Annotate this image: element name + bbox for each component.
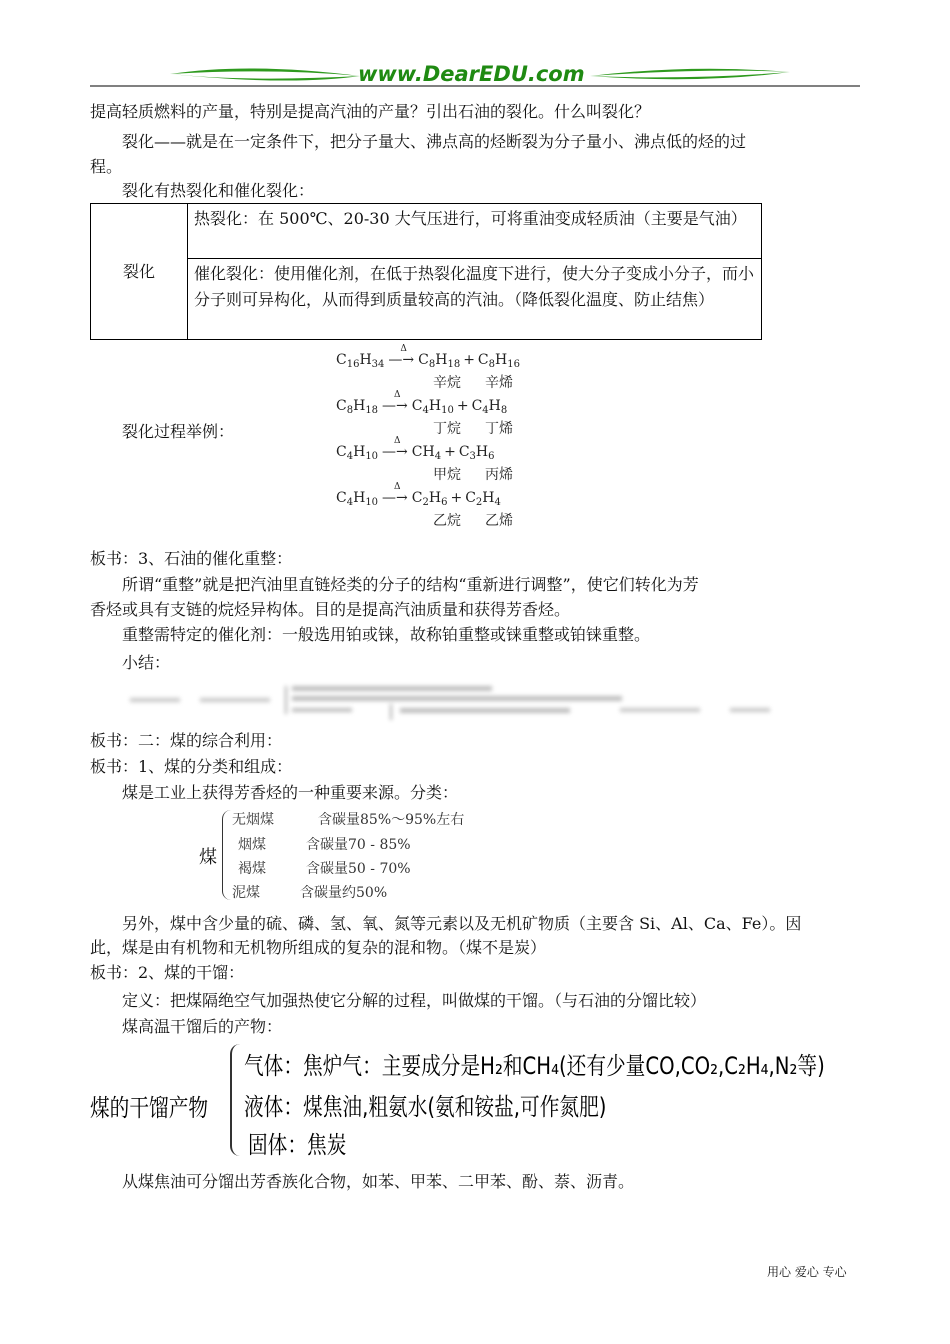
paragraph: 重整需特定的催化剂：一般选用铂或铼，故称铂重整或铼重整或铂铼重整。 — [122, 625, 651, 644]
distillation-gas: 气体：焦炉气：主要成分是H₂和CH₄(还有少量CO,CO₂,C₂H₄,N₂等) — [244, 1052, 825, 1080]
reactant-symbol: H — [353, 444, 366, 460]
coal-brace — [222, 810, 231, 900]
paragraph: 另外，煤中含少量的硫、磷、氢、氧、氮等元素以及无机矿物质（主要含 Si、Al、Ca、Fe）。因 — [122, 914, 802, 933]
subscript: 16 — [346, 359, 360, 370]
paragraph: 板书：二：煤的综合利用： — [90, 731, 283, 750]
product-name: 辛烯 — [485, 375, 513, 391]
reaction-formula — [336, 482, 501, 508]
summary-image-blurred — [120, 680, 780, 720]
subscript: 18 — [447, 359, 461, 370]
delta-symbol: Δ — [400, 344, 407, 354]
paragraph: 裂化——就是在一定条件下，把分子量大、沸点高的烃断裂为分子量小、沸点低的烃的过 — [122, 132, 747, 151]
paragraph: 小结： — [122, 653, 171, 672]
coal-type-name: 无烟煤 — [232, 812, 274, 828]
product-symbol: C — [411, 398, 423, 414]
product-symbol: C — [458, 444, 470, 460]
product-symbol: H — [482, 490, 495, 506]
paragraph: 程。 — [90, 157, 123, 176]
distillation-liquid: 液体：煤焦油,粗氨水(氨和铵盐,可作氮肥) — [244, 1093, 607, 1121]
product-name: 丁烯 — [485, 421, 513, 437]
product-symbol: C — [418, 352, 429, 368]
arrow-icon: —→ Δ — [382, 390, 408, 414]
cracking-table — [90, 203, 762, 340]
paragraph: 定义：把煤隔绝空气加强热使它分解的过程，叫做煤的干馏。（与石油的分馏比较） — [122, 991, 707, 1010]
paragraph: 裂化有热裂化和催化裂化： — [122, 181, 315, 200]
delta-symbol: Δ — [394, 390, 401, 400]
table-row-thermal: 热裂化：在 500℃、20-30 大气压进行，可将重油变成轻质油（主要是气油） — [188, 204, 762, 259]
coal-carbon-content: 含碳量85%～95%左右 — [318, 812, 465, 828]
paragraph: 所谓“重整”就是把汽油里直链烃类的分子的结构“重新进行调整”，使它们转化为芳 — [122, 575, 699, 594]
paragraph: 煤是工业上获得芳香烃的一种重要来源。分类： — [122, 783, 459, 802]
subscript: 8 — [500, 405, 508, 416]
distillation-label: 煤的干馏产物 — [90, 1094, 209, 1122]
product-symbol: H — [488, 398, 501, 414]
reactant-symbol: C — [336, 444, 347, 460]
reactant-symbol: H — [359, 352, 372, 368]
coal-label: 煤 — [199, 847, 217, 868]
plus-sign: + — [444, 444, 456, 460]
reactant-symbol: H — [353, 398, 366, 414]
table-label-cell: 裂化 — [91, 204, 188, 340]
arrow-icon: —→ Δ — [382, 436, 408, 460]
plus-sign: + — [450, 490, 463, 506]
subscript: 10 — [365, 497, 379, 508]
subscript: 8 — [488, 359, 496, 370]
reaction-formula — [336, 436, 495, 462]
subscript: 4 — [422, 405, 429, 416]
subscript: 2 — [475, 497, 483, 508]
plus-sign: + — [463, 352, 475, 368]
subscript: 34 — [371, 359, 385, 370]
product-symbol: H — [475, 444, 489, 460]
subscript: 8 — [428, 359, 436, 370]
product-symbol: H — [428, 490, 442, 506]
example-label: 裂化过程举例： — [122, 422, 235, 441]
coal-type-name: 烟煤 — [238, 837, 266, 853]
paragraph: 板书：3、石油的催化重整： — [90, 549, 293, 568]
product-symbol: H — [428, 398, 442, 414]
delta-symbol: Δ — [394, 482, 401, 492]
header-banner — [90, 62, 860, 92]
subscript: 6 — [441, 497, 448, 508]
paragraph: 香烃或具有支链的烷烃异构体。目的是提高汽油质量和获得芳香烃。 — [90, 600, 571, 619]
footer-text: 用心 爱心 专心 — [767, 1265, 847, 1279]
reaction-formula — [336, 344, 520, 370]
reaction-formula — [336, 390, 508, 416]
product-symbol: C — [411, 490, 423, 506]
plus-sign: + — [456, 398, 469, 414]
subscript: 6 — [488, 451, 495, 462]
product-name: 丁烷 — [433, 421, 461, 437]
distillation-solid: 固体：焦炭 — [248, 1131, 347, 1159]
delta-symbol: Δ — [394, 436, 401, 446]
product-symbol: C — [465, 490, 476, 506]
subscript: 4 — [434, 451, 442, 462]
arrow-icon: —→ Δ — [382, 482, 408, 506]
product-name: 乙烯 — [485, 513, 513, 529]
product-symbol: CH — [411, 444, 435, 460]
subscript: 2 — [422, 497, 429, 508]
subscript: 4 — [346, 451, 354, 462]
subscript: 4 — [494, 497, 501, 508]
product-name: 辛烷 — [433, 375, 461, 391]
coal-type-name: 褐煤 — [238, 861, 266, 877]
subscript: 10 — [365, 451, 379, 462]
subscript: 4 — [346, 497, 354, 508]
arrow-icon: —→ Δ — [388, 344, 415, 368]
paragraph: 板书：1、煤的分类和组成： — [90, 757, 293, 776]
logo-text: www.DearEDU.com — [358, 62, 585, 86]
subscript: 16 — [507, 359, 520, 370]
subscript: 3 — [469, 451, 476, 462]
reactant-symbol: H — [353, 490, 366, 506]
distillation-brace — [230, 1044, 242, 1156]
product-symbol: C — [477, 352, 489, 368]
product-symbol: H — [495, 352, 508, 368]
subscript: 8 — [346, 405, 354, 416]
subscript: 10 — [441, 405, 454, 416]
reactant-symbol: C — [336, 490, 347, 506]
product-symbol: C — [471, 398, 483, 414]
subscript: 18 — [365, 405, 379, 416]
reactant-symbol: C — [336, 398, 347, 414]
paragraph: 从煤焦油可分馏出芳香族化合物，如苯、甲苯、二甲苯、酚、萘、沥青。 — [122, 1172, 635, 1191]
coal-type-name: 泥煤 — [232, 885, 260, 901]
reactant-symbol: C — [336, 352, 347, 368]
table-row-catalytic: 催化裂化：使用催化剂，在低于热裂化温度下进行，使大分子变成小分子，而小分子则可异构化，从而得到质量较高的汽油。（降低裂化温度、防止结焦） — [188, 259, 762, 340]
paragraph: 提高轻质燃料的产量，特别是提高汽油的产量？引出石油的裂化。什么叫裂化？ — [90, 102, 651, 121]
product-name: 丙烯 — [485, 467, 513, 483]
subscript: 4 — [482, 405, 489, 416]
product-name: 甲烷 — [433, 467, 461, 483]
paragraph: 此，煤是由有机物和无机物所组成的复杂的混和物。（煤不是炭） — [90, 938, 547, 957]
coal-carbon-content: 含碳量约50% — [300, 885, 388, 901]
product-symbol: H — [435, 352, 448, 368]
paragraph: 板书：2、煤的干馏： — [90, 963, 245, 982]
product-name: 乙烷 — [433, 513, 461, 529]
coal-carbon-content: 含碳量70 - 85% — [306, 837, 411, 853]
coal-carbon-content: 含碳量50 - 70% — [306, 861, 411, 877]
paragraph: 煤高温干馏后的产物： — [122, 1017, 283, 1036]
